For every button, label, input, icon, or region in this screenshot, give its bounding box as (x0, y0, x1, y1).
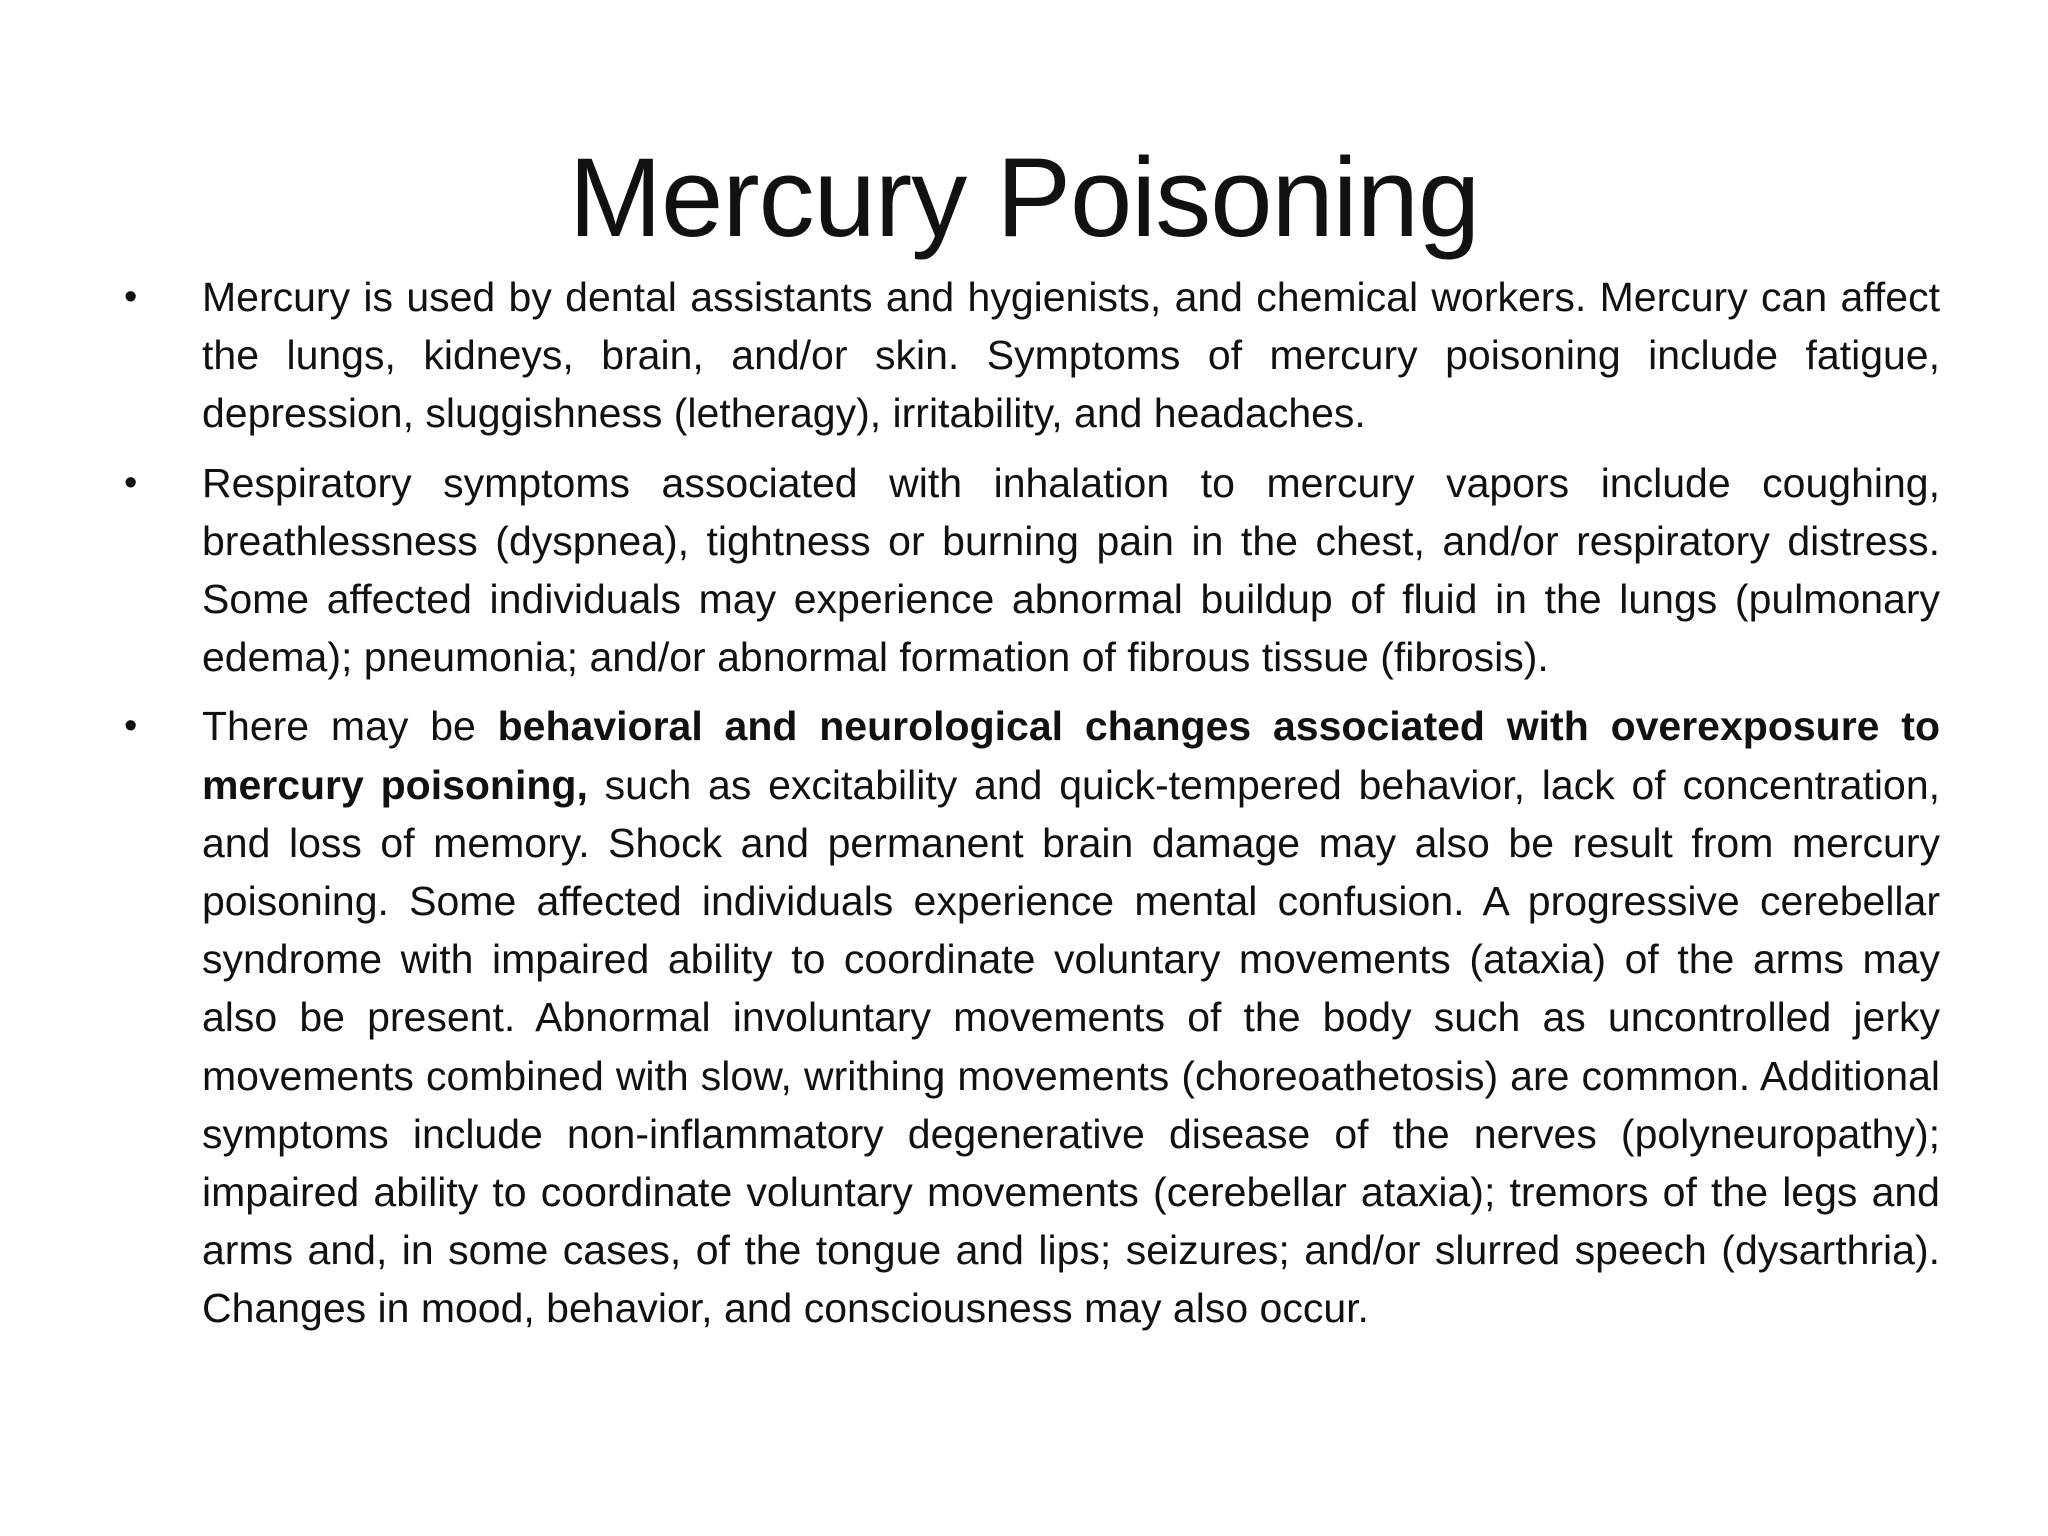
bullet-item-3 (118, 697, 1940, 1337)
bullet-marker: • (124, 461, 138, 504)
bullet-text-2: Respiratory symptoms associated with inhalation to mercury vapors include coughing, breathlessness (dyspnea), tightness or burning pain in the chest, and/or respiratory distress. Some affected individuals may experience abnormal buildup of fluid in the lungs (pulmonary edema); pneumonia; and/or abnormal formation of fibrous tissue (fibrosis). (202, 459, 1940, 681)
bullet-text-1: Mercury is used by dental assistants and hygienists, and chemical workers. Mercury can affect the lungs, kidneys, brain, and/or skin. Symptoms of mercury poisoning include fatigue, depression, sluggishness (letheragy), irritability, and headaches. (202, 274, 1940, 437)
bullet-marker: • (124, 276, 138, 318)
bullet-text-3 (202, 703, 1940, 1331)
bullet-text-3-bold: behavioral and neurological changes associated with overexposure to mercury poisoning, (202, 703, 1940, 808)
bullet-text-3-lead: There may be (202, 703, 498, 750)
bullet-item-2 (118, 454, 1940, 687)
bullet-item-1 (118, 268, 1940, 443)
slide-title: Mercury Poisoning (568, 135, 1480, 260)
bullet-list (118, 268, 1940, 1349)
bullet-text-3-rest: such as excitability and quick-tempered behavior, lack of concentration, and loss of memory. Shock and permanent brain damage may also be result from mercury poisoning. Some affected individuals experience mental confusion. A progressive cerebellar syndrome with impaired ability to coordinate voluntary movements (ataxia) of the arms may also be present. Abnormal involuntary movements of the body such as uncontrolled jerky movements combined with slow, writhing movements (choreoathetosis) are common. Additional symptoms include non-inflammatory degenerative disease of the nerves (polyneuropathy); impaired ability to coordinate voluntary movements (cerebellar ataxia); tremors of the legs and arms and, in some cases, of the tongue and lips; seizures; and/or slurred speech (dysarthria). Changes in mood, behavior, and consciousness may also occur. (202, 761, 1941, 1332)
bullet-marker: • (124, 705, 138, 748)
